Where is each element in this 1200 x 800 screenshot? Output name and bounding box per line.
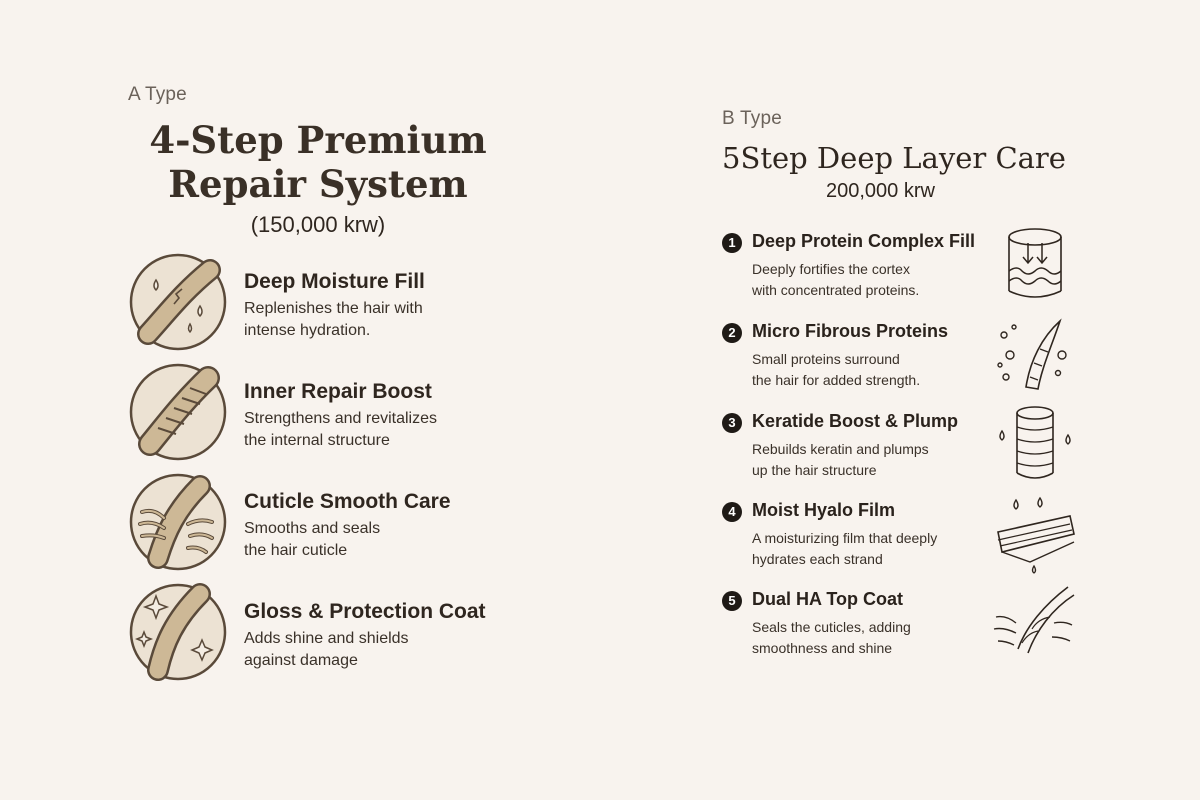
step-name: Deep Moisture Fill (244, 270, 425, 293)
type-b-header (722, 108, 1102, 203)
cylinder-drops-icon (990, 405, 1080, 485)
hair-droplets-icon (128, 252, 228, 352)
type-b-step (722, 321, 1082, 401)
hair-coat-icon (990, 583, 1080, 663)
step-desc: the internal structure (244, 432, 390, 449)
type-a-step (128, 362, 528, 462)
type-b-step (722, 589, 1082, 669)
step-number-badge: 2 (722, 323, 742, 343)
step-number-badge: 4 (722, 502, 742, 522)
step-desc: Seals the cuticles, adding (752, 619, 911, 635)
step-number-badge: 3 (722, 413, 742, 433)
step-desc: up the hair structure (752, 462, 877, 478)
step-desc: the hair cuticle (244, 542, 348, 559)
step-desc: Replenishes the hair with (244, 300, 423, 317)
step-desc: Strengthens and revitalizes (244, 410, 437, 427)
step-number-badge: 5 (722, 591, 742, 611)
step-desc: the hair for added strength. (752, 372, 921, 388)
type-b-price: 200,000 krw (826, 180, 935, 202)
hair-particles-icon (990, 315, 1080, 395)
step-desc: with concentrated proteins. (752, 282, 920, 298)
type-a-step (128, 472, 528, 572)
step-desc: Adds shine and shields (244, 630, 409, 647)
type-b-step (722, 411, 1082, 491)
step-desc: smoothness and shine (752, 640, 893, 656)
step-desc: hydrates each strand (752, 551, 883, 567)
twisted-hair-icon (128, 362, 228, 462)
step-name: Inner Repair Boost (244, 380, 432, 403)
hair-sparkle-icon (128, 582, 228, 682)
step-name: Deep Protein Complex Fill (752, 231, 976, 251)
step-desc: intense hydration. (244, 322, 371, 339)
step-name: Cuticle Smooth Care (244, 490, 451, 513)
type-a-step (128, 252, 528, 352)
hair-cuticle-icon (128, 472, 228, 572)
type-b-step (722, 231, 1082, 311)
step-desc: Smooths and seals (244, 520, 381, 537)
step-desc: Rebuilds keratin and plumps (752, 441, 929, 457)
type-a-header (128, 84, 548, 238)
step-name: Gloss & Protection Coat (244, 600, 486, 623)
type-b-step (722, 500, 1082, 580)
type-a-title (88, 118, 548, 206)
step-desc: Small proteins surround (752, 351, 900, 367)
step-name: Dual HA Top Coat (752, 589, 903, 609)
step-desc: against damage (244, 652, 358, 669)
type-a-title-line1: 4-Step Premium (149, 118, 487, 162)
type-a-label: A Type (128, 84, 187, 105)
type-b-title: 5Step Deep Layer Care (722, 141, 1066, 175)
step-desc: Deeply fortifies the cortex (752, 261, 910, 277)
step-number-badge: 1 (722, 233, 742, 253)
type-b-label: B Type (722, 108, 782, 129)
cylinder-arrows-icon (990, 225, 1080, 305)
type-a-title-line2: Repair System (168, 162, 468, 206)
step-name: Moist Hyalo Film (752, 500, 896, 520)
step-name: Micro Fibrous Proteins (752, 321, 949, 341)
type-a-step (128, 582, 528, 682)
step-desc: A moisturizing film that deeply (752, 530, 938, 546)
type-a-price: (150,000 krw) (250, 212, 386, 237)
film-drops-icon (990, 494, 1080, 574)
step-name: Keratide Boost & Plump (752, 411, 959, 431)
